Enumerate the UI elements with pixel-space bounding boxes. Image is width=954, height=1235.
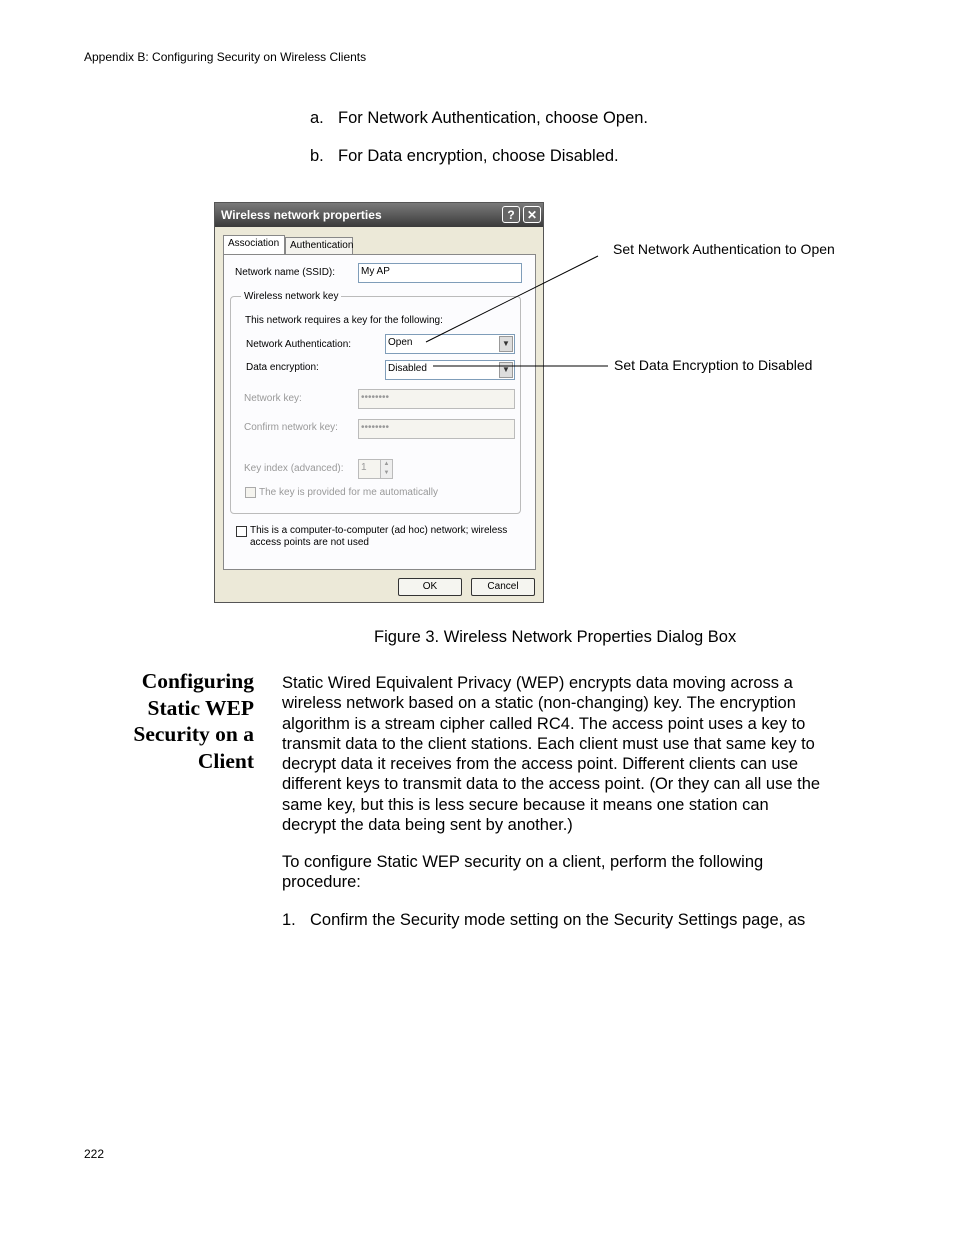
para-line: wireless network based on a static (non-changing) key. The encryption [282,694,796,713]
adhoc-label-line1: This is a computer-to-computer (ad hoc) network; wireless [250,525,508,536]
para-line: algorithm is a stream cipher called RC4. The access point uses a key to [282,714,806,733]
step-b-text: For Data encryption, choose Disabled. [338,147,619,165]
cancel-button[interactable]: Cancel [471,578,535,596]
network-auth-label: Network Authentication: [246,339,352,350]
section-heading [110,668,254,774]
auto-key-label: The key is provided for me automatically [259,487,438,498]
dialog-title: Wireless network properties [221,208,382,222]
step-1 [282,911,805,930]
para-line: different keys to transmit data to the access point. (Or they can all use the [282,775,821,794]
data-encryption-value: Disabled [388,363,427,374]
para-line: To configure Static WEP security on a client, perform the following [282,853,764,871]
step-a-text: For Network Authentication, choose Open. [338,109,649,127]
key-index-label: Key index (advanced): [244,463,344,474]
ok-button[interactable]: OK [398,578,462,596]
para-line: decrypt data it receives from the access point. Different clients can use [282,755,799,774]
help-icon[interactable]: ? [502,206,520,223]
figure-caption: Figure 3. Wireless Network Properties Dialog Box [374,628,737,646]
chevron-down-icon: ▼ [499,362,513,378]
ssid-label: Network name (SSID): [235,267,336,278]
wep-intro-paragraph [282,673,842,835]
callout-line-auth [426,256,598,342]
step-1-text: Confirm the Security mode setting on the Security Settings page, as [310,911,806,929]
heading-line: Security on a [133,722,254,746]
ssid-input[interactable]: My AP [358,263,522,283]
heading-line: Configuring [141,669,254,693]
running-header: Appendix B: Configuring Security on Wireless Clients [84,50,367,64]
para-line: decrypt the data being sent by another.) [282,816,573,835]
adhoc-label-line2: access points are not used [250,537,369,548]
data-encryption-label: Data encryption: [246,362,319,373]
step-1-label: 1. [282,911,296,929]
chevron-down-icon: ▼ [499,336,513,352]
spinner-arrows-icon[interactable]: ▲ ▼ [380,459,393,479]
requires-key-text: This network requires a key for the following: [245,315,443,326]
tab-association[interactable]: Association [223,235,285,254]
confirm-key-label: Confirm network key: [244,422,338,433]
tab-authentication[interactable]: Authentication [285,237,353,254]
key-index-input[interactable]: 1 [358,459,381,479]
para-line: procedure: [282,873,361,892]
confirm-key-input[interactable]: •••••••• [358,419,515,439]
network-key-input[interactable]: •••••••• [358,389,515,409]
para-line: same key, but this is less secure because it means one station can [282,795,769,814]
para-line: Static Wired Equivalent Privacy (WEP) encrypts data moving across a [282,674,793,692]
step-b-label: b. [310,147,324,165]
para-line: transmit data to the client stations. Each client must use that same key to [282,734,815,753]
callout-auth: Set Network Authentication to Open [613,241,835,257]
heading-line: Client [197,748,254,773]
network-auth-value: Open [388,337,413,348]
procedure-intro-paragraph [282,852,842,893]
close-icon[interactable]: ✕ [523,206,541,223]
step-a-label: a. [310,109,324,127]
wireless-key-group-title: Wireless network key [241,291,341,302]
page-number: 222 [84,1147,105,1161]
heading-line: Static WEP [147,695,254,720]
network-key-label: Network key: [244,393,302,404]
callout-enc: Set Data Encryption to Disabled [614,357,813,373]
